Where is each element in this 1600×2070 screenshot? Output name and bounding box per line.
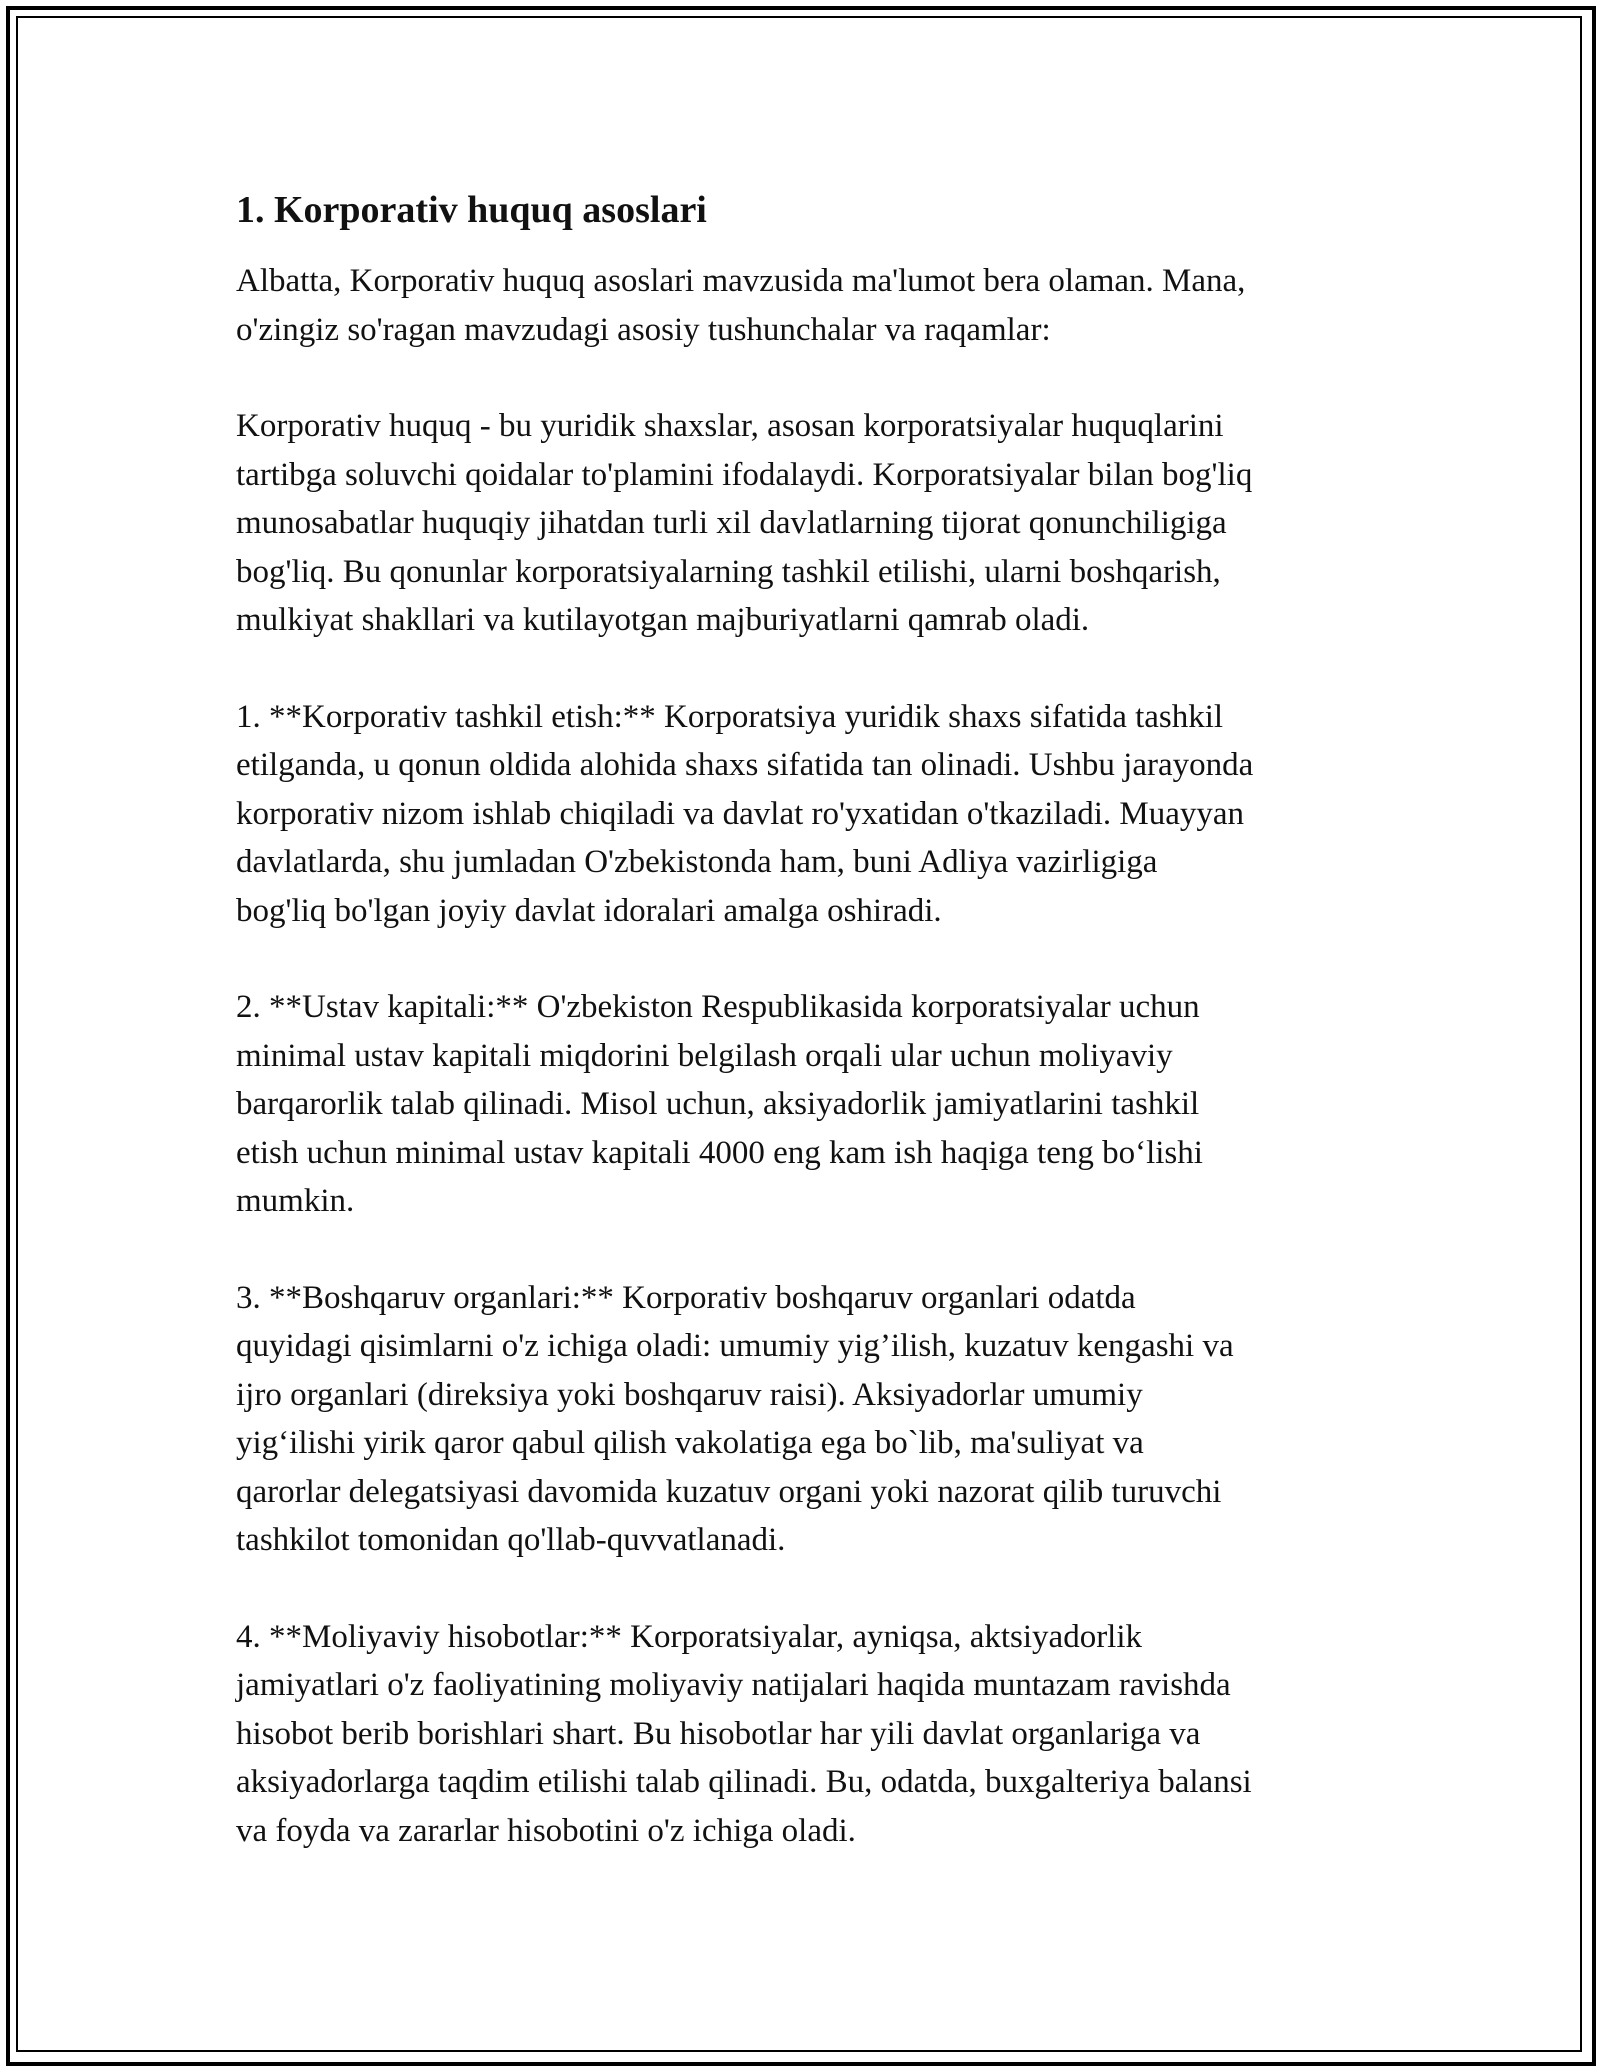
text-line: 1. **Korporativ tashkil etish:** Korporatsiya yuridik shaxs sifatida tashkil (236, 698, 1224, 735)
text-line: minimal ustav kapitali miqdorini belgilash orqali ular uchun moliyaviy (236, 1037, 1173, 1074)
text-line: 2. **Ustav kapitali:** O'zbekiston Respublikasida korporatsiyalar uchun (236, 989, 1200, 1025)
text-line: o'zingiz so'ragan mavzudagi asosiy tushunchalar va raqamlar: (236, 311, 1051, 348)
text-line: yig‘ilishi yirik qaror qabul qilish vakolatiga ega bo`lib, ma'suliyat va (236, 1425, 1144, 1461)
text-line: davlatlarda, shu jumladan O'zbekistonda ham, buni Adliya vazirligiga (236, 844, 1158, 880)
text-line: hisobot berib borishlari shart. Bu hisobotlar har yili davlat organlariga va (236, 1715, 1201, 1752)
text-line: etish uchun minimal ustav kapitali 4000 eng kam ish haqiga teng bo‘lishi (236, 1134, 1203, 1171)
text-line: tartibga soluvchi qoidalar to'plamini ifodalaydi. Korporatsiyalar bilan bog'liq (236, 456, 1253, 493)
text-line: qarorlar delegatsiyasi davomida kuzatuv organi yoki nazorat qilib turuvchi (236, 1473, 1222, 1510)
text-line: etilganda, u qonun oldida alohida shaxs sifatida tan olinadi. Ushbu jarayonda (236, 747, 1254, 783)
text-line: quyidagi qisimlarni o'z ichiga oladi: umumiy yig’ilish, kuzatuv kengashi va (236, 1328, 1234, 1364)
text-line: korporativ nizom ishlab chiqiladi va davlat ro'yxatidan o'tkaziladi. Muayyan (236, 795, 1245, 832)
paragraph-definition (236, 402, 1366, 645)
text-line: bog'liq bo'lgan joyiy davlat idoralari amalga oshiradi. (236, 892, 942, 929)
text-line: va foyda va zararlar hisobotini o'z ichiga oladi. (236, 1812, 856, 1849)
text-line: tashkilot tomonidan qo'llab-quvvatlanadi. (236, 1522, 786, 1558)
text-line: Albatta, Korporativ huquq asoslari mavzusida ma'lumot bera olaman. Mana, (236, 263, 1246, 299)
text-line: aksiyadorlarga taqdim etilishi talab qilinadi. Bu, odatda, buxgalteriya balansi (236, 1764, 1252, 1800)
text-line: barqarorlik talab qilinadi. Misol uchun, aksiyadorlik jamiyatlarini tashkil (236, 1086, 1200, 1122)
text-line: mulkiyat shakllari va kutilayotgan majburiyatlarni qamrab oladi. (236, 602, 1090, 638)
text-line: munosabatlar huquqiy jihatdan turli xil davlatlarning tijorat qonunchiligiga (236, 505, 1227, 541)
list-item-corporate-formation (236, 693, 1366, 936)
document-body (236, 185, 1366, 1903)
text-line: 3. **Boshqaruv organlari:** Korporativ boshqaruv organlari odatda (236, 1279, 1136, 1316)
paragraph-intro (236, 257, 1366, 354)
text-line: Korporativ huquq - bu yuridik shaxslar, asosan korporatsiyalar huquqlarini (236, 408, 1224, 444)
text-line: bog'liq. Bu qonunlar korporatsiyalarning tashkil etilishi, ularni boshqarish, (236, 553, 1221, 590)
text-line: jamiyatlari o'z faoliyatining moliyaviy natijalari haqida muntazam ravishda (236, 1667, 1231, 1703)
text-line: ijro organlari (direksiya yoki boshqaruv raisi). Aksiyadorlar umumiy (236, 1376, 1143, 1413)
text-line: 4. **Moliyaviy hisobotlar:** Korporatsiyalar, ayniqsa, aktsiyadorlik (236, 1618, 1143, 1655)
text-line: mumkin. (236, 1183, 355, 1219)
page-title: 1. Korporativ huquq asoslari (236, 189, 707, 231)
list-item-charter-capital (236, 983, 1366, 1226)
list-item-governance-bodies (236, 1274, 1366, 1565)
list-item-financial-reports (236, 1613, 1366, 1856)
